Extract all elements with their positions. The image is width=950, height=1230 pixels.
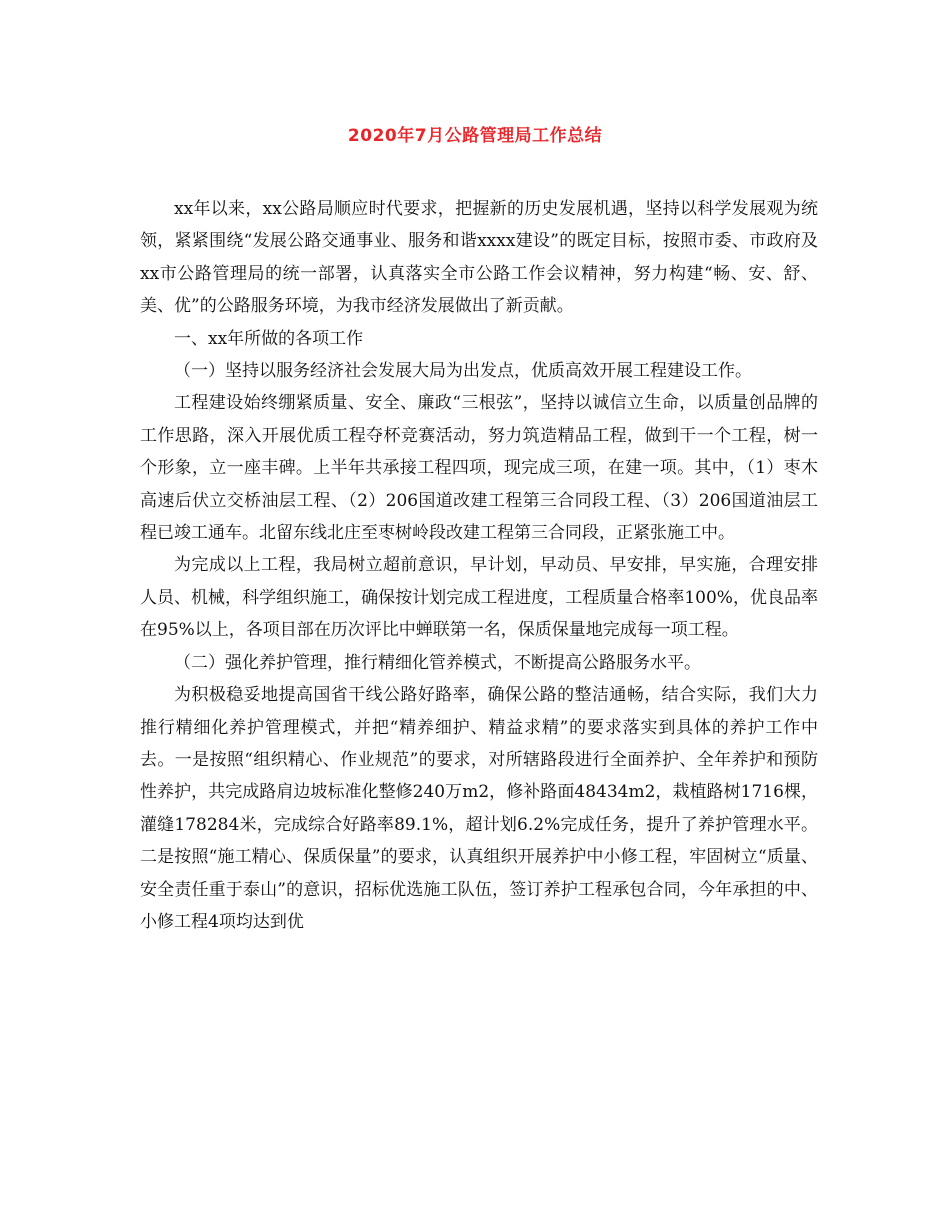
- paragraph-intro: xx年以来，xx公路局顺应时代要求，把握新的历史发展机遇，坚持以科学发展观为统领，紧紧围绕“发展公路交通事业、服务和谐xxxx建设”的既定目标，按照市委、市政府及xx市公路管理局的统一部署，认真落实全市公路工作会议精神，努力构建“畅、安、舒、美、优”的公路服务环境，为我市经济发展做出了新贡献。: [140, 199, 818, 317]
- document-title: 2020年7月公路管理局工作总结: [347, 126, 603, 146]
- paragraph-engineering: 工程建设始终绷紧质量、安全、廉政“三根弦”，坚持以诚信立生命，以质量创品牌的工作思路，深入开展优质工程夺杯竞赛活动，努力筑造精品工程，做到干一个工程，树一个形象，立一座丰碑。上半年共承接工程四项，现完成三项，在建一项。其中，（1）枣木高速后伏立交桥油层工程、（2）206国道改建工程第三合同段工程、（3）206国道油层工程已竣工通车。北留东线北庄至枣树岭段改建工程第三合同段，正紧张施工中。: [140, 393, 818, 544]
- document-body: [140, 193, 818, 938]
- subsection-heading-2: （二）强化养护管理，推行精细化管养模式，不断提高公路服务水平。: [174, 652, 701, 673]
- paragraph-maintenance: 为积极稳妥地提高国省干线公路好路率，确保公路的整洁通畅，结合实际，我们大力推行精细化养护管理模式，并把“精养细护、精益求精”的要求落实到具体的养护工作中去。一是按照“组织精心、作业规范”的要求，对所辖路段进行全面养护、全年养护和预防性养护，共完成路肩边坡标准化整修240万m2，修补路面48434m2，栽植路树1716棵，灌缝178284米，完成综合好路率89.1%，超计划6.2%完成任务，提升了养护管理水平。二是按照“施工精心、保质保量”的要求，认真组织开展养护中小修工程，牢固树立“质量、安全责任重于泰山”的意识，招标优选施工队伍，签订养护工程承包合同，今年承担的中、小修工程4项均达到优: [140, 685, 818, 932]
- subsection-heading-1: （一）坚持以服务经济社会发展大局为出发点，优质高效开展工程建设工作。: [174, 361, 752, 382]
- section-heading-1: 一、xx年所做的各项工作: [174, 328, 364, 349]
- paragraph-completion: 为完成以上工程，我局树立超前意识，早计划，早动员、早安排，早实施，合理安排人员、机械，科学组织施工，确保按计划完成工程进度，工程质量合格率100%，优良品率在95%以上，各项目部在历次评比中蝉联第一名，保质保量地完成每一项工程。: [140, 555, 818, 641]
